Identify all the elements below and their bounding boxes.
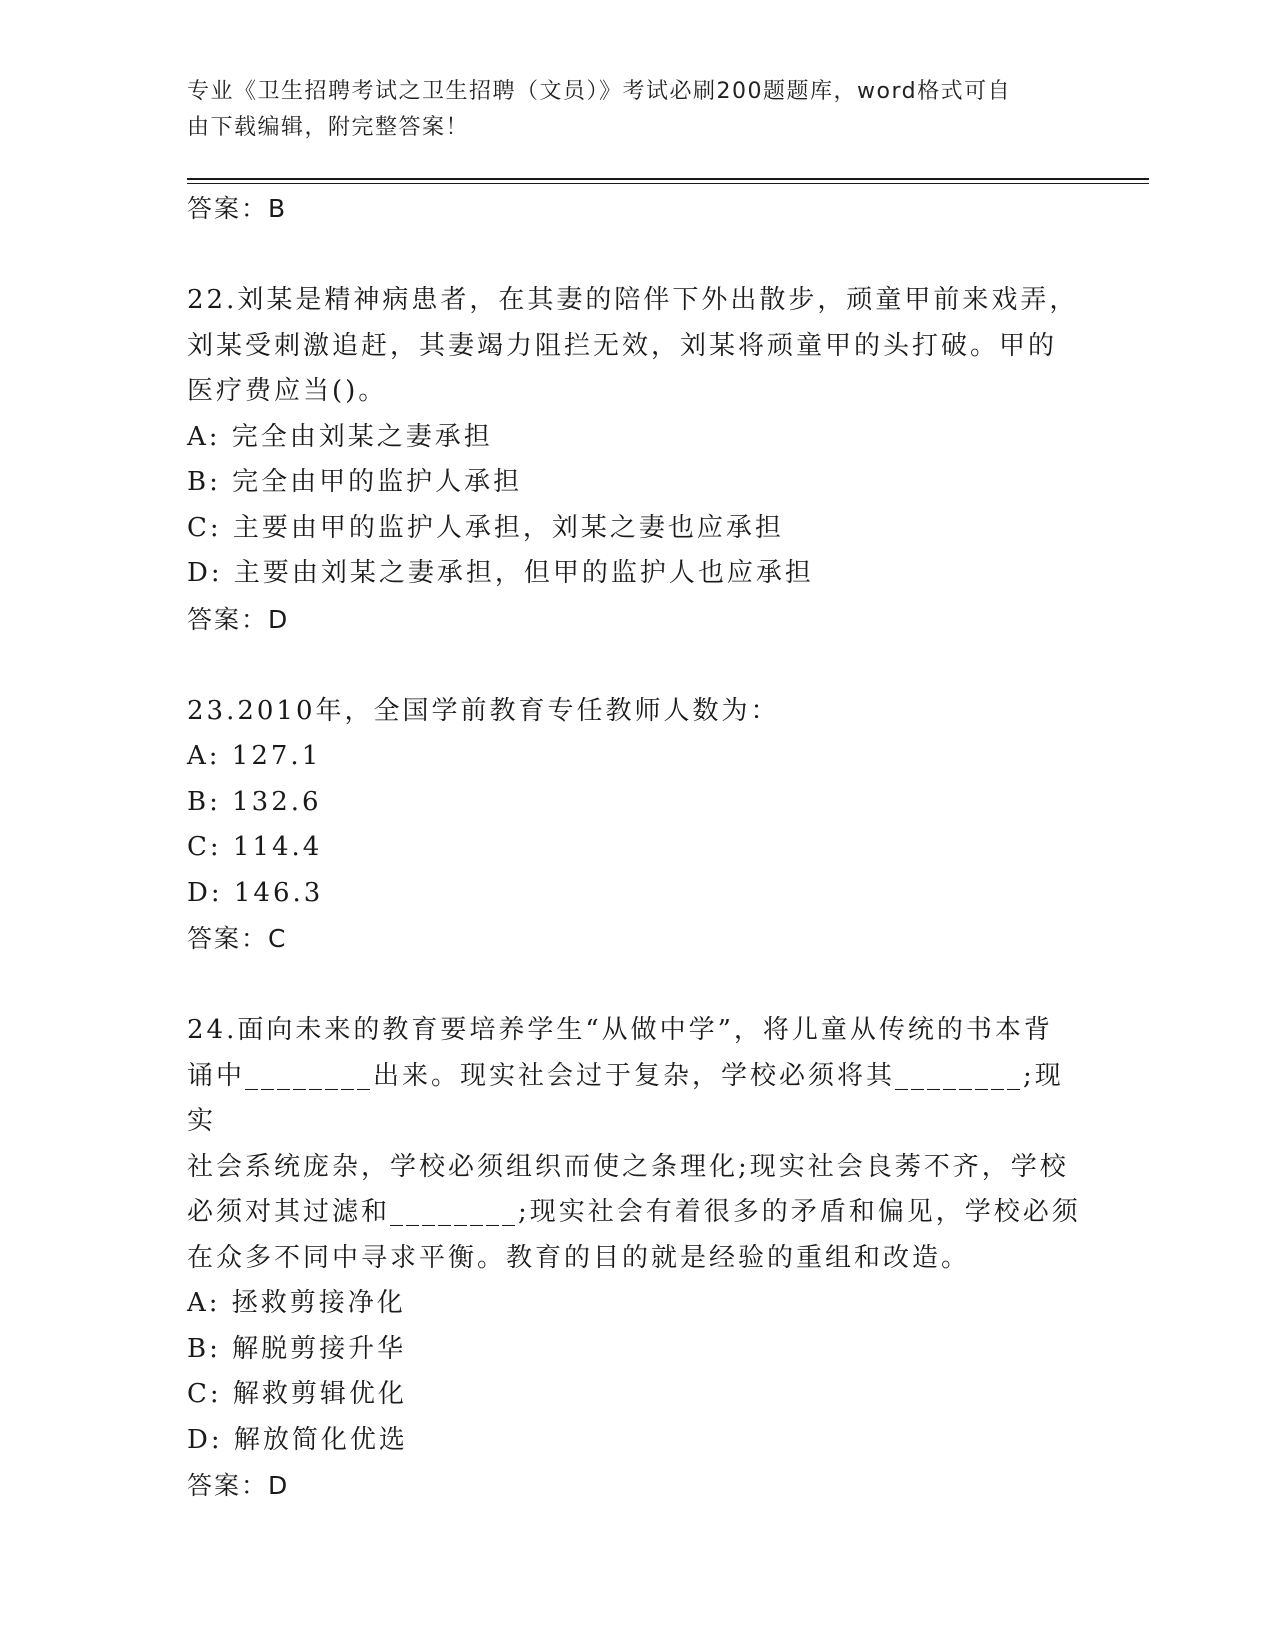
question-block-23 <box>187 689 1087 963</box>
question-block-22 <box>187 278 1087 643</box>
question-line: 23.2010年，全国学前教育专任教师人数为： <box>187 695 780 726</box>
option-c: C: 解救剪辑优化 <box>187 1379 407 1409</box>
option-d: D: 146.3 <box>187 877 324 908</box>
question-line: 刘某受刺激追赶，其妻竭力阻拦无效，刘某将顽童甲的头打破。甲的 <box>187 330 1058 361</box>
question-line: 在众多不同中寻求平衡。教育的目的就是经验的重组和改造。 <box>187 1242 971 1273</box>
spacer <box>187 643 1087 689</box>
question-line: 必须对其过滤和________;现实社会有着很多的矛盾和偏见，学校必须 <box>187 1197 1081 1227</box>
question-line: 24.面向未来的教育要培养学生“从做中学”，将儿童从传统的书本背 <box>187 1015 1053 1045</box>
question-line: 22.刘某是精神病患者，在其妻的陪伴下外出散步，顽童甲前来戏弄， <box>187 285 1079 315</box>
option-a: A: 完全由刘某之妻承担 <box>187 421 493 452</box>
header-line-2: 由下载编辑，附完整答案！ <box>187 115 470 140</box>
header-line-1: 专业《卫生招聘考试之卫生招聘（文员）》考试必刷200题题库，word格式可自 <box>187 79 1012 104</box>
spacer <box>187 962 1087 1008</box>
answer-line: 答案：C <box>187 924 288 953</box>
previous-answer: 答案：B <box>187 194 288 223</box>
option-b: B: 完全由甲的监护人承担 <box>187 467 523 497</box>
option-c: C: 主要由甲的监护人承担，刘某之妻也应承担 <box>187 512 784 543</box>
option-c: C: 114.4 <box>187 832 323 862</box>
question-line: 诵中________出来。现实社会过于复杂，学校必须将其________;现实 <box>187 1060 1064 1136</box>
question-line: 医疗费应当()。 <box>187 376 388 406</box>
question-line: 社会系统庞杂，学校必须组织而使之条理化;现实社会良莠不齐，学校 <box>187 1151 1069 1182</box>
header-divider-thick <box>187 178 1149 180</box>
question-block-24 <box>187 1008 1087 1509</box>
answer-line: 答案：D <box>187 604 290 634</box>
answer-line: 答案：D <box>187 1471 290 1500</box>
header-divider-thin <box>187 183 1149 184</box>
option-a: A: 127.1 <box>187 741 322 771</box>
option-d: D: 解放简化优选 <box>187 1424 408 1455</box>
option-b: B: 解脱剪接升华 <box>187 1333 407 1364</box>
document-header <box>187 74 1067 146</box>
spacer <box>187 232 1087 278</box>
document-body <box>187 186 1087 1509</box>
option-d: D: 主要由刘某之妻承担，但甲的监护人也应承担 <box>187 558 814 588</box>
option-b: B: 132.6 <box>187 786 322 817</box>
option-a: A: 拯救剪接净化 <box>187 1288 406 1318</box>
